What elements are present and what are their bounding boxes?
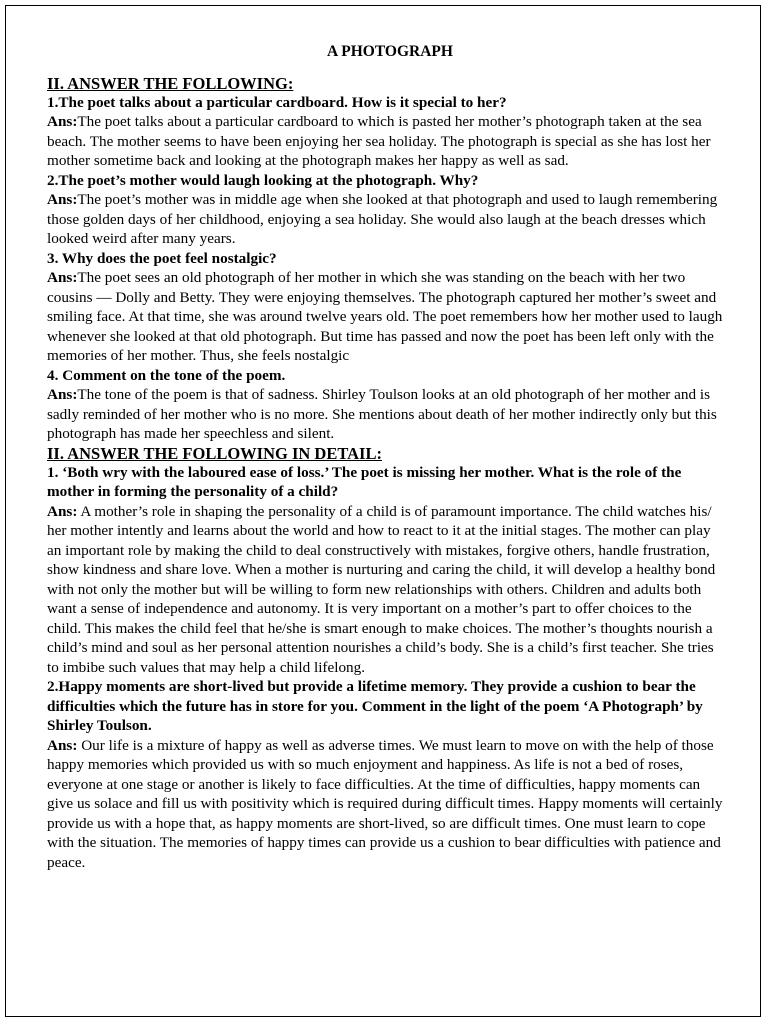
answer-text: The poet talks about a particular cardboard to which is pasted her mother’s photograph taken at the sea beach. The mother seems to have been enjoying her sea holiday. The photograph is special as she has lost her mother sometime back and looking at the photograph makes her happy as well as sad. xyxy=(47,113,711,169)
document-title: A PHOTOGRAPH xyxy=(327,43,453,60)
qa-item xyxy=(47,171,727,249)
answer-text: The poet sees an old photograph of her mother in which she was standing on the beach with her two cousins — Dolly and Betty. They were enjoying themselves. The photograph captured her mother’s sweet and smiling face. At that time, she was around twelve years old. The poet remembers how her mother used to laugh whenever she looked at that old photograph. But time has passed and now the poet has been left only with the memories of her mother. Thus, she feels nostalgic xyxy=(47,269,723,364)
answer-text: The poet’s mother was in middle age when she looked at that photograph and used to laugh remembering those golden days of her childhood, enjoying a sea holiday. She would also laugh at the beach dresses which looked weird after many years. xyxy=(47,191,718,247)
answer-label: Ans: xyxy=(47,191,78,208)
answer-paragraph xyxy=(47,502,727,678)
answer-text: Our life is a mixture of happy as well as adverse times. We must learn to move on with the help of those happy memories which provided us with so much enjoyment and happiness. As life is not a bed of roses, everyone at one stage or another is likely to face difficulties. At the time of difficulties, happy moments can give us solace and fill us with positivity which is required during difficult times. Happy moments will certainly provide us with a hope that, as happy moments are short-lived, so are difficult times. One must learn to cope with the situation. The memories of happy times can provide us a cushion to bear difficulties with patience and peace. xyxy=(47,736,723,871)
question-text: 1.The poet talks about a particular cardboard. How is it special to her? xyxy=(47,93,507,111)
qa-item xyxy=(47,93,727,171)
answer-paragraph xyxy=(47,736,727,873)
answer-label: Ans: xyxy=(47,736,78,754)
answer-label: Ans: xyxy=(47,386,78,403)
answer-label: Ans: xyxy=(47,113,78,130)
answer-paragraph xyxy=(47,268,727,366)
answer-text: A mother’s role in shaping the personality of a child is of paramount importance. The child watches his/ her mother intently and learns about the world and how to react to it at the initial stages. The mother can play an important role by making the child to deal constructively with mistakes, forgive others, handle frustration, show kindness and share love. When a mother is nurturing and caring the child, it will develop a healthy bond with not only the mother but will be willing to form new relationships with others. Children and adults both want a sense of independence and autonomy. It is very important on a mother’s part to offer choices to the child. This makes the child feel that he/she is smart enough to make choices. The mother’s thoughts nourish a child’s mind and soul as her personal attention nourishes a child’s body. She is a child’s first teacher. She tries to imbibe such values that may help a child lifelong. xyxy=(47,502,716,676)
question-text: 4. Comment on the tone of the poem. xyxy=(47,366,286,384)
section-heading-detailed-answers: II. ANSWER THE FOLLOWING IN DETAIL: xyxy=(47,443,382,463)
qa-item xyxy=(47,249,727,366)
answer-paragraph xyxy=(47,112,727,171)
answer-text: The tone of the poem is that of sadness. Shirley Toulson looks at an old photograph of her mother and is sadly reminded of her mother who is no more. She mentions about death of her mother indirectly only but this photograph has made her speechless and silent. xyxy=(47,386,717,442)
question-text: 1. ‘Both wry with the laboured ease of loss.’ The poet is missing her mother. What is the role of the mother in forming the personality of a child? xyxy=(47,463,682,500)
section-heading-short-answers: II. ANSWER THE FOLLOWING: xyxy=(47,73,294,93)
qa-item xyxy=(47,677,727,872)
question-text: 2.The poet’s mother would laugh looking at the photograph. Why? xyxy=(47,171,479,189)
answer-paragraph xyxy=(47,190,727,249)
question-text: 3. Why does the poet feel nostalgic? xyxy=(47,249,277,267)
answer-label: Ans: xyxy=(47,269,78,286)
question-text: 2.Happy moments are short-lived but provide a lifetime memory. They provide a cushion to bear the difficulties which the future has in store for you. Comment in the light of the poem ‘A Photograph’ by Shirley Toulson. xyxy=(47,678,703,734)
answer-paragraph xyxy=(47,385,727,444)
qa-item xyxy=(47,463,727,678)
answer-label: Ans: xyxy=(47,502,78,520)
document-body xyxy=(47,42,727,872)
qa-item xyxy=(47,366,727,444)
